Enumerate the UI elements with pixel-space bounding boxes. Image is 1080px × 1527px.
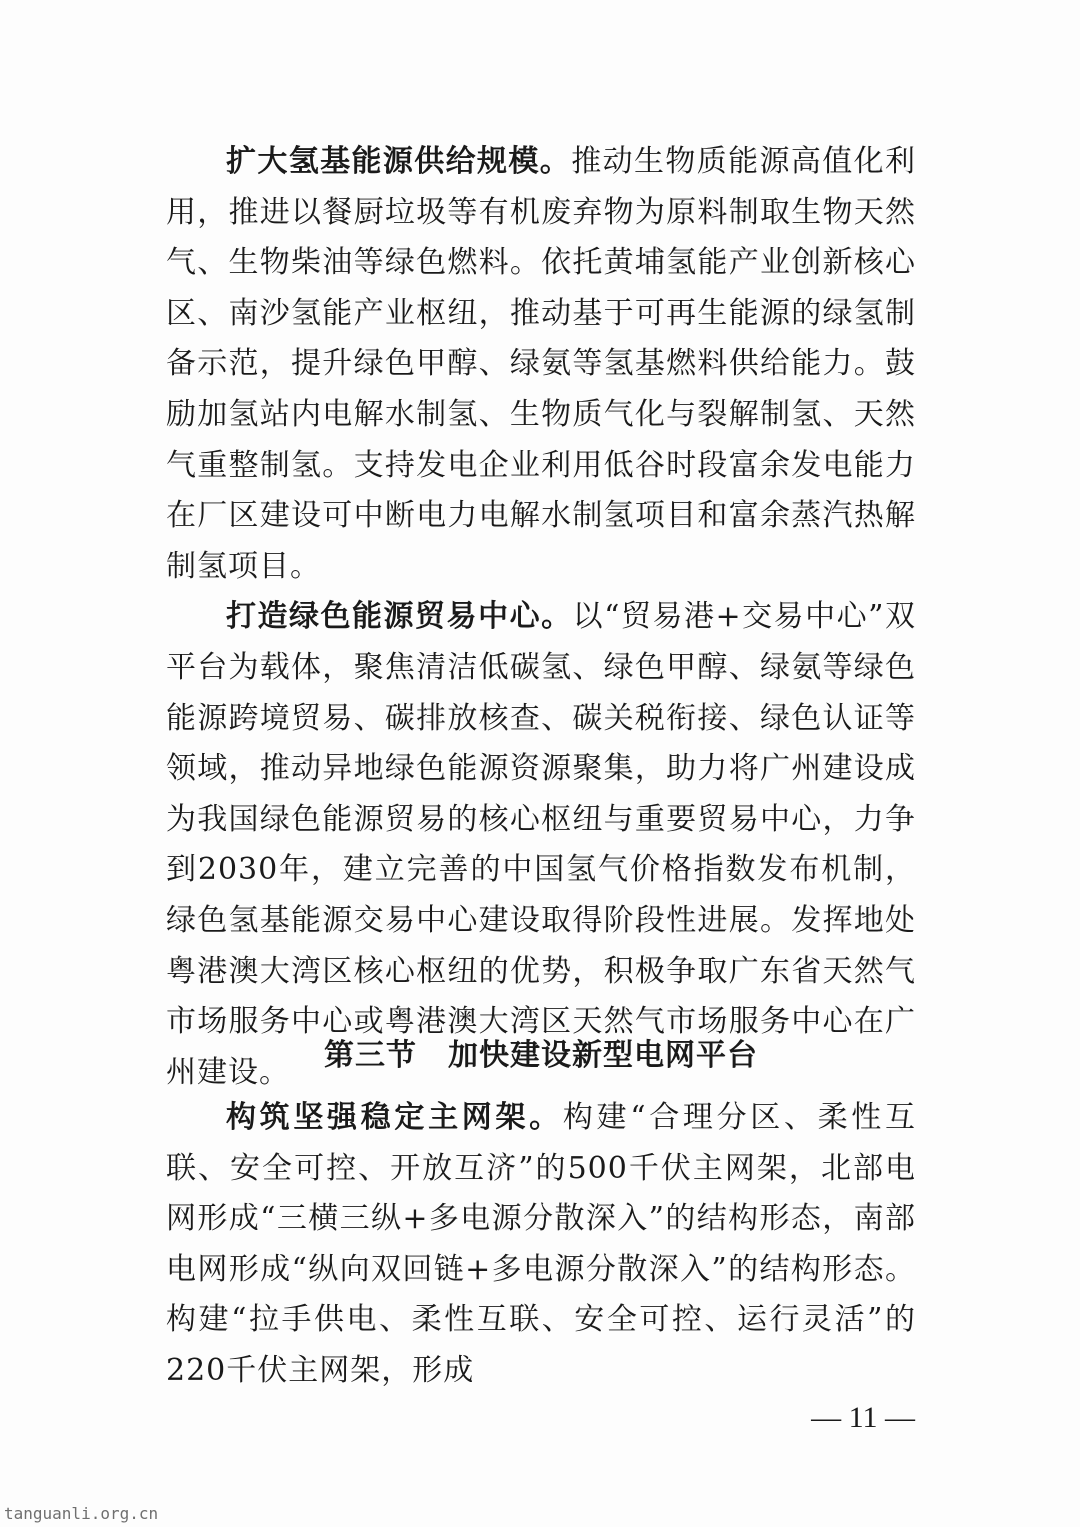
watermark-text: tanguanli.org.cn bbox=[4, 1504, 159, 1523]
paragraph-lead: 打造绿色能源贸易中心。 bbox=[226, 599, 573, 635]
page-number: — 11 — bbox=[811, 1401, 915, 1434]
paragraph-body: 推动生物质能源高值化利用，推进以餐厨垃圾等有机废弃物为原料制取生物天然气、生物柴油等绿色燃料。依托黄埔氢能产业创新核心区、南沙氢能产业枢纽，推动基于可再生能源的绿氢制备示范，提升绿色甲醇、绿氨等氢基燃料供给能力。鼓励加氢站内电解水制氢、生物质气化与裂解制氢、天然气重整制氢。支持发电企业利用低谷时段富余发电能力在厂区建设可中断电力电解水制氢项目和富余蒸汽热解制氢项目。 bbox=[166, 144, 917, 584]
paragraph-lead: 扩大氢基能源供给规模。 bbox=[226, 144, 572, 179]
section-heading: 第三节 加快建设新型电网平台 bbox=[324, 1038, 758, 1073]
bottom-text-block bbox=[166, 1093, 916, 1397]
paragraph-green-energy-trade bbox=[166, 592, 916, 1098]
paragraph-hydrogen-supply bbox=[166, 137, 916, 592]
paragraph-main-grid bbox=[166, 1093, 916, 1397]
paragraph-lead: 构筑坚强稳定主网架。 bbox=[226, 1100, 563, 1135]
top-text-block bbox=[166, 137, 916, 1098]
paragraph-body: 构建“合理分区、柔性互联、安全可控、开放互济”的500千伏主网架，北部电网形成“三横三纵+多电源分散深入”的结构形态，南部电网形成“纵向双回链+多电源分散深入”的结构形态。构建“拉手供电、柔性互联、安全可控、运行灵活”的220千伏主网架，形成 bbox=[166, 1100, 916, 1388]
paragraph-body: 以“贸易港+交易中心”双平台为载体，聚焦清洁低碳氢、绿色甲醇、绿氨等绿色能源跨境贸易、碳排放核查、碳关税衔接、绿色认证等领域，推动异地绿色能源资源聚集，助力将广州建设成为我国绿色能源贸易的核心枢纽与重要贸易中心，力争到2030年，建立完善的中国氢气价格指数发布机制，绿色氢基能源交易中心建设取得阶段性进展。发挥地处粤港澳大湾区核心枢纽的优势，积极争取广东省天然气市场服务中心或粤港澳大湾区天然气市场服务中心在广州建设。 bbox=[166, 599, 916, 1090]
